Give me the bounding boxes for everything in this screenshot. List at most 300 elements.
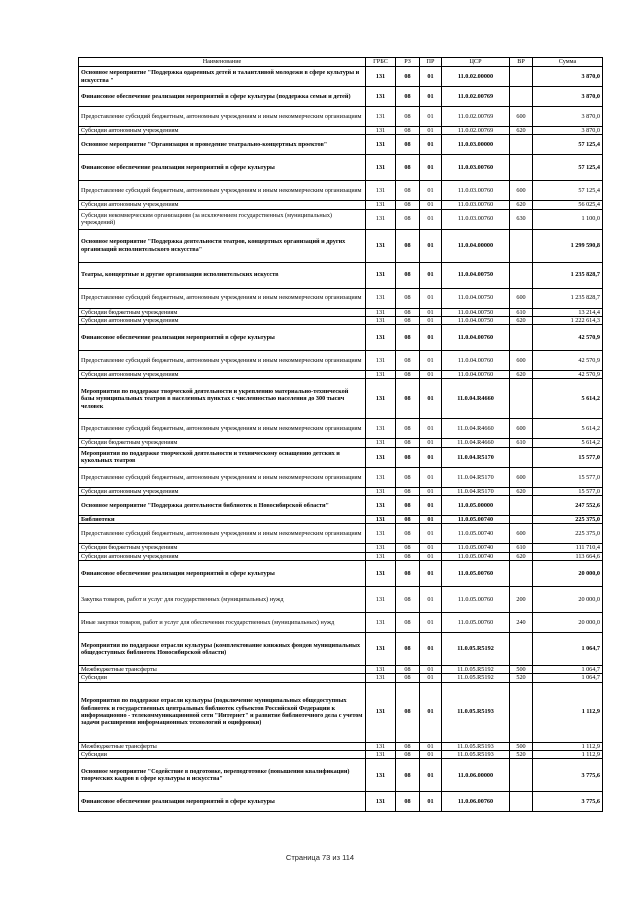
table-row (79, 674, 603, 682)
row-rz: 08 (396, 67, 420, 87)
row-pr: 01 (420, 379, 442, 419)
row-grbs: 131 (366, 288, 396, 308)
row-pr: 01 (420, 181, 442, 201)
row-csr: 11.0.05.R5193 (442, 682, 510, 742)
row-rz: 08 (396, 127, 420, 135)
table-row (79, 792, 603, 812)
row-name: Мероприятия по поддержке отрасли культуры (комплектование книжных фондов муниципальных общедоступных библиотек Новосибирской области) (79, 632, 366, 665)
table-row (79, 316, 603, 324)
row-name: Субсидии автономным учреждениям (79, 316, 366, 324)
row-vr: 600 (510, 288, 533, 308)
table-row (79, 496, 603, 516)
row-csr: 11.0.02.00769 (442, 127, 510, 135)
row-sum: 247 552,6 (533, 496, 603, 516)
row-rz: 08 (396, 87, 420, 107)
table-row (79, 524, 603, 544)
row-sum: 5 614,2 (533, 379, 603, 419)
row-sum: 5 614,2 (533, 419, 603, 439)
row-sum: 13 214,4 (533, 308, 603, 316)
row-rz: 08 (396, 560, 420, 586)
row-rz: 08 (396, 674, 420, 682)
row-name: Предоставление субсидий бюджетным, автономным учреждениям и иным некоммерческим организациям (79, 419, 366, 439)
row-grbs: 131 (366, 552, 396, 560)
row-vr (510, 560, 533, 586)
row-grbs: 131 (366, 750, 396, 758)
budget-table (78, 57, 603, 812)
row-pr: 01 (420, 87, 442, 107)
row-grbs: 131 (366, 379, 396, 419)
row-name: Финансовое обеспечение реализации мероприятий в сфере культуры (79, 325, 366, 351)
row-name: Предоставление субсидий бюджетным, автономным учреждениям и иным некоммерческим организациям (79, 524, 366, 544)
row-csr: 11.0.04.00760 (442, 371, 510, 379)
row-name: Предоставление субсидий бюджетным, автономным учреждениям и иным некоммерческим организациям (79, 107, 366, 127)
row-csr: 11.0.05.R5193 (442, 742, 510, 750)
row-pr: 01 (420, 351, 442, 371)
row-sum: 42 570,9 (533, 325, 603, 351)
row-grbs: 131 (366, 544, 396, 552)
row-pr: 01 (420, 325, 442, 351)
row-grbs: 131 (366, 127, 396, 135)
row-csr: 11.0.05.00740 (442, 552, 510, 560)
row-pr: 01 (420, 155, 442, 181)
row-pr: 01 (420, 262, 442, 288)
table-row (79, 209, 603, 229)
row-name: Субсидии автономным учреждениям (79, 127, 366, 135)
row-vr: 620 (510, 552, 533, 560)
row-csr: 11.0.04.00750 (442, 308, 510, 316)
row-vr (510, 229, 533, 262)
header-grbs: ГРБС (366, 58, 396, 67)
row-pr: 01 (420, 759, 442, 792)
row-pr: 01 (420, 552, 442, 560)
row-pr: 01 (420, 560, 442, 586)
row-vr (510, 262, 533, 288)
row-pr: 01 (420, 229, 442, 262)
row-rz: 08 (396, 759, 420, 792)
row-grbs: 131 (366, 316, 396, 324)
table-row (79, 379, 603, 419)
row-name: Библиотеки (79, 516, 366, 524)
row-vr: 600 (510, 181, 533, 201)
row-csr: 11.0.03.00760 (442, 209, 510, 229)
row-csr: 11.0.04.00750 (442, 316, 510, 324)
table-row (79, 135, 603, 155)
header-rz: РЗ (396, 58, 420, 67)
row-name: Субсидии бюджетным учреждениям (79, 439, 366, 447)
row-vr (510, 516, 533, 524)
row-sum: 56 025,4 (533, 201, 603, 209)
table-row (79, 127, 603, 135)
row-rz: 08 (396, 181, 420, 201)
header-csr: ЦСР (442, 58, 510, 67)
row-name: Предоставление субсидий бюджетным, автономным учреждениям и иным некоммерческим организациям (79, 288, 366, 308)
row-vr: 500 (510, 665, 533, 673)
row-pr: 01 (420, 682, 442, 742)
table-row (79, 487, 603, 495)
row-sum: 57 125,4 (533, 181, 603, 201)
row-sum: 1 100,0 (533, 209, 603, 229)
row-name: Финансовое обеспечение реализации мероприятий в сфере культуры (79, 560, 366, 586)
row-sum: 15 577,0 (533, 487, 603, 495)
row-csr: 11.0.02.00000 (442, 67, 510, 87)
row-sum: 5 614,2 (533, 439, 603, 447)
table-row (79, 351, 603, 371)
row-rz: 08 (396, 467, 420, 487)
row-vr: 620 (510, 127, 533, 135)
row-pr: 01 (420, 612, 442, 632)
row-csr: 11.0.04.R5170 (442, 487, 510, 495)
row-grbs: 131 (366, 467, 396, 487)
row-grbs: 131 (366, 524, 396, 544)
table-row (79, 544, 603, 552)
row-sum: 1 222 614,3 (533, 316, 603, 324)
row-grbs: 131 (366, 487, 396, 495)
row-csr: 11.0.04.00760 (442, 351, 510, 371)
row-rz: 08 (396, 262, 420, 288)
row-rz: 08 (396, 544, 420, 552)
row-grbs: 131 (366, 516, 396, 524)
table-row (79, 107, 603, 127)
table-row (79, 201, 603, 209)
row-grbs: 131 (366, 155, 396, 181)
row-rz: 08 (396, 665, 420, 673)
row-csr: 11.0.02.00769 (442, 107, 510, 127)
row-sum: 1 112,9 (533, 742, 603, 750)
row-csr: 11.0.04.R5170 (442, 447, 510, 467)
row-rz: 08 (396, 308, 420, 316)
row-grbs: 131 (366, 586, 396, 612)
row-pr: 01 (420, 209, 442, 229)
row-name: Субсидии (79, 750, 366, 758)
row-vr: 610 (510, 439, 533, 447)
row-name: Субсидии бюджетным учреждениям (79, 544, 366, 552)
table-body (79, 67, 603, 812)
row-vr: 620 (510, 371, 533, 379)
table-row (79, 229, 603, 262)
row-sum: 3 870,0 (533, 107, 603, 127)
row-name: Субсидии (79, 674, 366, 682)
row-rz: 08 (396, 371, 420, 379)
row-vr (510, 87, 533, 107)
row-sum: 57 125,4 (533, 135, 603, 155)
row-grbs: 131 (366, 792, 396, 812)
row-sum: 1 064,7 (533, 665, 603, 673)
row-name: Межбюджетные трансферты (79, 665, 366, 673)
table-row (79, 665, 603, 673)
table-row (79, 552, 603, 560)
row-pr: 01 (420, 487, 442, 495)
row-grbs: 131 (366, 665, 396, 673)
row-sum: 1 299 590,8 (533, 229, 603, 262)
row-sum: 20 000,0 (533, 560, 603, 586)
row-grbs: 131 (366, 447, 396, 467)
row-csr: 11.0.05.00740 (442, 544, 510, 552)
header-name: Наименование (79, 58, 366, 67)
row-pr: 01 (420, 467, 442, 487)
row-rz: 08 (396, 586, 420, 612)
row-pr: 01 (420, 447, 442, 467)
row-vr: 600 (510, 524, 533, 544)
row-name: Субсидии автономным учреждениям (79, 552, 366, 560)
row-vr (510, 759, 533, 792)
row-sum: 1 235 828,7 (533, 262, 603, 288)
row-sum: 1 064,7 (533, 674, 603, 682)
row-vr (510, 135, 533, 155)
row-rz: 08 (396, 612, 420, 632)
row-rz: 08 (396, 496, 420, 516)
row-vr: 520 (510, 674, 533, 682)
row-name: Закупка товаров, работ и услуг для государственных (муниципальных) нужд (79, 586, 366, 612)
row-pr: 01 (420, 792, 442, 812)
row-pr: 01 (420, 127, 442, 135)
row-csr: 11.0.05.00760 (442, 586, 510, 612)
row-vr: 600 (510, 107, 533, 127)
row-name: Основное мероприятие "Поддержка деятельности библиотек в Новосибирской области" (79, 496, 366, 516)
row-rz: 08 (396, 379, 420, 419)
row-name: Субсидии автономным учреждениям (79, 201, 366, 209)
header-vr: ВР (510, 58, 533, 67)
row-csr: 11.0.03.00000 (442, 135, 510, 155)
row-sum: 1 112,9 (533, 682, 603, 742)
row-pr: 01 (420, 371, 442, 379)
row-pr: 01 (420, 586, 442, 612)
row-grbs: 131 (366, 325, 396, 351)
table-row (79, 742, 603, 750)
row-pr: 01 (420, 632, 442, 665)
table-row (79, 155, 603, 181)
row-csr: 11.0.05.00000 (442, 496, 510, 516)
row-vr: 520 (510, 750, 533, 758)
table-row (79, 682, 603, 742)
row-vr: 600 (510, 467, 533, 487)
row-csr: 11.0.03.00760 (442, 201, 510, 209)
row-rz: 08 (396, 552, 420, 560)
row-grbs: 131 (366, 674, 396, 682)
row-vr (510, 67, 533, 87)
row-name: Основное мероприятие "Организация и проведение театрально-концертных проектов" (79, 135, 366, 155)
row-vr: 630 (510, 209, 533, 229)
row-grbs: 131 (366, 439, 396, 447)
row-vr: 240 (510, 612, 533, 632)
table-row (79, 750, 603, 758)
row-pr: 01 (420, 516, 442, 524)
row-pr: 01 (420, 135, 442, 155)
row-rz: 08 (396, 288, 420, 308)
row-pr: 01 (420, 524, 442, 544)
row-csr: 11.0.04.R4660 (442, 419, 510, 439)
row-grbs: 131 (366, 201, 396, 209)
table-row (79, 87, 603, 107)
row-csr: 11.0.05.R5193 (442, 750, 510, 758)
row-grbs: 131 (366, 209, 396, 229)
row-vr (510, 447, 533, 467)
row-rz: 08 (396, 107, 420, 127)
row-name: Субсидии автономным учреждениям (79, 371, 366, 379)
row-pr: 01 (420, 419, 442, 439)
row-rz: 08 (396, 325, 420, 351)
row-name: Основное мероприятие "Содействие в подготовке, переподготовке (повышении квалификации) творческих кадров в сфере культуры и искусства" (79, 759, 366, 792)
row-grbs: 131 (366, 181, 396, 201)
row-rz: 08 (396, 439, 420, 447)
row-rz: 08 (396, 742, 420, 750)
row-grbs: 131 (366, 612, 396, 632)
row-csr: 11.0.05.R5192 (442, 665, 510, 673)
row-csr: 11.0.04.00000 (442, 229, 510, 262)
row-grbs: 131 (366, 351, 396, 371)
row-grbs: 131 (366, 308, 396, 316)
row-csr: 11.0.04.R4660 (442, 379, 510, 419)
row-pr: 01 (420, 308, 442, 316)
row-rz: 08 (396, 792, 420, 812)
table-row (79, 288, 603, 308)
row-pr: 01 (420, 67, 442, 87)
row-vr (510, 155, 533, 181)
row-name: Мероприятия по поддержке творческой деятельности и техническому оснащению детских и кукольных театров (79, 447, 366, 467)
row-name: Основное мероприятие "Поддержка деятельности театров, концертных организаций и других организаций исполнительского искусства" (79, 229, 366, 262)
row-sum: 1 112,9 (533, 750, 603, 758)
row-pr: 01 (420, 665, 442, 673)
row-name: Финансовое обеспечение реализации мероприятий в сфере культуры (79, 155, 366, 181)
header-sum: Сумма (533, 58, 603, 67)
table-row (79, 262, 603, 288)
row-name: Предоставление субсидий бюджетным, автономным учреждениям и иным некоммерческим организациям (79, 467, 366, 487)
row-sum: 20 000,0 (533, 612, 603, 632)
row-pr: 01 (420, 742, 442, 750)
row-pr: 01 (420, 439, 442, 447)
row-grbs: 131 (366, 67, 396, 87)
row-vr: 620 (510, 201, 533, 209)
row-sum: 3 775,6 (533, 792, 603, 812)
row-pr: 01 (420, 316, 442, 324)
row-rz: 08 (396, 682, 420, 742)
row-grbs: 131 (366, 682, 396, 742)
row-sum: 20 000,0 (533, 586, 603, 612)
row-name: Предоставление субсидий бюджетным, автономным учреждениям и иным некоммерческим организациям (79, 181, 366, 201)
row-vr: 620 (510, 316, 533, 324)
row-sum: 3 870,0 (533, 127, 603, 135)
row-rz: 08 (396, 351, 420, 371)
row-grbs: 131 (366, 560, 396, 586)
row-vr (510, 496, 533, 516)
row-vr (510, 632, 533, 665)
table-row (79, 371, 603, 379)
row-vr (510, 792, 533, 812)
row-vr: 610 (510, 308, 533, 316)
row-grbs: 131 (366, 742, 396, 750)
row-name: Межбюджетные трансферты (79, 742, 366, 750)
row-name: Иные закупки товаров, работ и услуг для обеспечения государственных (муниципальных) нужд (79, 612, 366, 632)
table-row (79, 447, 603, 467)
row-rz: 08 (396, 524, 420, 544)
row-rz: 08 (396, 155, 420, 181)
row-vr (510, 682, 533, 742)
row-csr: 11.0.05.00740 (442, 524, 510, 544)
row-vr (510, 379, 533, 419)
row-sum: 3 870,0 (533, 67, 603, 87)
row-name: Финансовое обеспечение реализации мероприятий в сфере культуры (79, 792, 366, 812)
header-pr: ПР (420, 58, 442, 67)
row-csr: 11.0.05.R5192 (442, 674, 510, 682)
row-sum: 42 570,9 (533, 351, 603, 371)
row-rz: 08 (396, 632, 420, 665)
row-sum: 1 235 828,7 (533, 288, 603, 308)
row-rz: 08 (396, 516, 420, 524)
row-vr: 620 (510, 487, 533, 495)
row-sum: 111 710,4 (533, 544, 603, 552)
row-sum: 1 064,7 (533, 632, 603, 665)
row-name: Субсидии автономным учреждениям (79, 487, 366, 495)
table-row (79, 586, 603, 612)
row-rz: 08 (396, 316, 420, 324)
table-row (79, 467, 603, 487)
row-rz: 08 (396, 209, 420, 229)
row-csr: 11.0.04.00760 (442, 325, 510, 351)
row-csr: 11.0.05.00740 (442, 516, 510, 524)
row-csr: 11.0.03.00760 (442, 181, 510, 201)
row-rz: 08 (396, 487, 420, 495)
row-sum: 42 570,9 (533, 371, 603, 379)
row-name: Мероприятия по поддержке творческой деятельности и укреплению материально-технической базы муниципальных театров в населенных пунктах с численностью населения до 300 тысяч человек (79, 379, 366, 419)
row-rz: 08 (396, 135, 420, 155)
row-pr: 01 (420, 750, 442, 758)
row-pr: 01 (420, 201, 442, 209)
row-vr: 500 (510, 742, 533, 750)
row-name: Субсидии некоммерческим организациям (за исключением государственных (муниципальных) учреждений) (79, 209, 366, 229)
row-vr: 600 (510, 351, 533, 371)
row-grbs: 131 (366, 87, 396, 107)
row-grbs: 131 (366, 229, 396, 262)
row-sum: 57 125,4 (533, 155, 603, 181)
table-row (79, 308, 603, 316)
row-name: Мероприятия по поддержке отрасли культуры (подключение муниципальных общедоступных библиотек и государственных центральных библиотек субъектов Российской Федерации к информационно - телекоммуникационной сети "Интернет" и развитие библиотечного дела с учетом задачи расширения информационных технологий и оцифровки) (79, 682, 366, 742)
row-grbs: 131 (366, 419, 396, 439)
row-vr: 610 (510, 544, 533, 552)
row-grbs: 131 (366, 371, 396, 379)
row-name: Финансовое обеспечение реализации мероприятий в сфере культуры (поддержка семьи и детей) (79, 87, 366, 107)
table-row (79, 560, 603, 586)
table-row (79, 759, 603, 792)
row-grbs: 131 (366, 262, 396, 288)
table-row (79, 419, 603, 439)
row-name: Театры, концертные и другие организации исполнительских искусств (79, 262, 366, 288)
table-row (79, 516, 603, 524)
row-csr: 11.0.06.00760 (442, 792, 510, 812)
row-name: Субсидии бюджетным учреждениям (79, 308, 366, 316)
row-vr (510, 325, 533, 351)
row-csr: 11.0.02.00769 (442, 87, 510, 107)
row-name: Предоставление субсидий бюджетным, автономным учреждениям и иным некоммерческим организациям (79, 351, 366, 371)
row-sum: 15 577,0 (533, 447, 603, 467)
table-header-row (79, 58, 603, 67)
row-csr: 11.0.06.00000 (442, 759, 510, 792)
table-row (79, 325, 603, 351)
row-rz: 08 (396, 229, 420, 262)
row-csr: 11.0.05.R5192 (442, 632, 510, 665)
row-pr: 01 (420, 674, 442, 682)
row-csr: 11.0.04.R5170 (442, 467, 510, 487)
row-vr: 200 (510, 586, 533, 612)
row-csr: 11.0.05.00760 (442, 560, 510, 586)
row-rz: 08 (396, 750, 420, 758)
row-sum: 3 870,0 (533, 87, 603, 107)
row-csr: 11.0.03.00760 (442, 155, 510, 181)
row-grbs: 131 (366, 135, 396, 155)
row-pr: 01 (420, 496, 442, 516)
row-csr: 11.0.04.R4660 (442, 439, 510, 447)
row-pr: 01 (420, 107, 442, 127)
table-row (79, 181, 603, 201)
row-rz: 08 (396, 201, 420, 209)
